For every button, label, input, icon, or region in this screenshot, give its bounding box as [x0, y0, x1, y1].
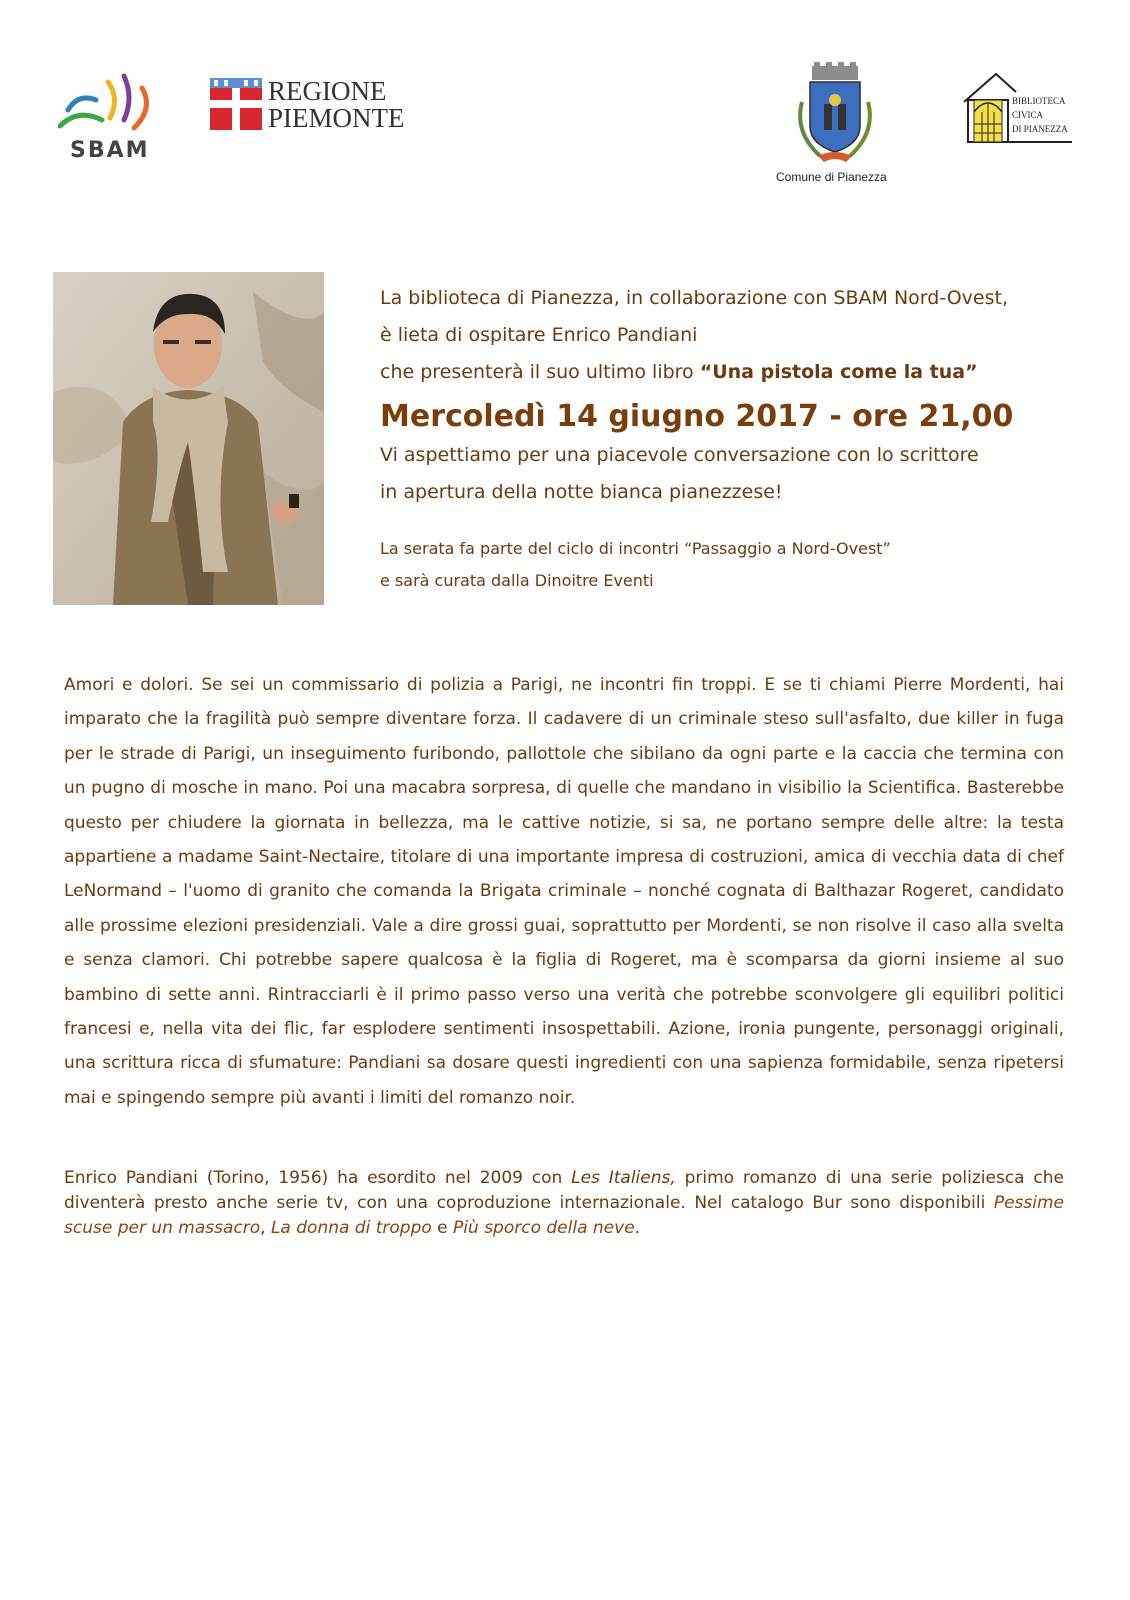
biblioteca-civica-logo	[962, 72, 1074, 147]
sbam-logo-text: SBAM	[70, 138, 150, 163]
author-photo	[53, 272, 324, 605]
event-date: Mercoledì 14 giugno 2017 - ore 21,00	[380, 399, 1014, 434]
bio-sep-2: e	[431, 1218, 454, 1238]
book-synopsis: Amori e dolori. Se sei un commissario di polizia a Parigi, ne incontri fin troppi. E se ti chiami Pierre Mordenti, hai imparato che la fragilità può sempre diventare forza. Il cadavere di un criminale steso sull'asfalto, due killer in fuga per le strade di Parigi, un inseguimento furibondo, pallottole che sibilano da ogni parte e la caccia che termina con un pugno di mosche in mano. Poi una macabra sorpresa, di quelle che mandano in visibilio la Scientifica. Basterebbe questo per chiudere la giornata in bellezza, ma le cattive notizie, si sa, ne portano sempre delle altre: la testa appartiene a madame Saint-Nectaire, titolare di una importante impresa di costruzioni, amica di vecchia data di chef LeNormand – l'uomo di granito che comanda la Brigata criminale – nonché cognata di Balthazar Rogeret, candidato alle prossime elezioni presidenziali. Vale a dire grossi guai, soprattutto per Mordenti, se non risolve il caso alla svelta e senza clamori. Chi potrebbe sapere qualcosa è la figlia di Rogeret, ma è scomparsa da giorni insieme al suo bambino di sette anni. Rintracciarli è il primo passo verso una verità che potrebbe sconvolgere gli equilibri politici francesi e, nella vita dei flic, far esplodere sentimenti insospettabili. Azione, ironia pungente, personaggi originali, una scrittura ricca di sfumature: Pandiani sa dosare questi ingredienti con una sapienza formidabile, senza ripetersi mai e spingendo sempre più avanti i limiti del romanzo noir.	[64, 675, 1064, 1108]
intro-line-3-prefix: che presenterà il suo ultimo libro	[380, 361, 700, 383]
note-line-2: e sarà curata dalla Dinoitre Eventi	[380, 571, 654, 590]
biblioteca-line1: BIBLIOTECA	[1012, 96, 1066, 106]
regione-piemonte-logo	[210, 76, 405, 134]
intro-line-1: La biblioteca di Pianezza, in collaborazione con SBAM Nord-Ovest,	[380, 287, 1008, 309]
coat-of-arms-icon	[780, 62, 890, 166]
author-portrait-image	[53, 272, 324, 605]
regione-line2: PIEMONTE	[268, 103, 405, 133]
bio-end: .	[634, 1218, 641, 1238]
biblioteca-line2: CIVICA	[1012, 110, 1043, 120]
event-intro	[380, 280, 1080, 597]
bio-title-pessime-scuse: Pessime scuse per un massacro	[64, 1193, 1064, 1238]
comune-caption: Comune di Pianezza	[776, 170, 887, 184]
bio-title-piu-sporco: Più sporco della neve	[453, 1218, 635, 1238]
invite-line-2: in apertura della notte bianca pianezzese!	[380, 481, 783, 503]
book-title: “Una pistola come la tua”	[699, 361, 978, 383]
bio-part-1: Enrico Pandiani (Torino, 1956) ha esordito nel 2009 con	[64, 1168, 572, 1188]
event-notes	[380, 533, 1080, 597]
intro-line-3	[380, 354, 1080, 391]
bio-sep-1: ,	[260, 1218, 271, 1238]
bio-part-2: primo romanzo di una serie poliziesca che diventerà presto anche serie tv, con una coproduzione internazionale. Nel catalogo Bur sono disponibili	[64, 1168, 1065, 1213]
invite-line-1: Vi aspettiamo per una piacevole conversazione con lo scrittore	[380, 444, 979, 466]
biblioteca-line3: DI PIANEZZA	[1012, 124, 1068, 134]
regione-flag-icon	[210, 78, 262, 130]
biblioteca-text	[1012, 94, 1068, 136]
comune-stemma	[776, 62, 890, 192]
bio-title-donna-di-troppo: La donna di troppo	[270, 1218, 432, 1238]
bio-title-les-italiens: Les Italiens,	[571, 1168, 676, 1188]
sbam-logo-graphic	[58, 68, 168, 138]
note-line-1: La serata fa parte del ciclo di incontri “Passaggio a Nord-Ovest”	[380, 539, 891, 558]
intro-line-2: è lieta di ospitare Enrico Pandiani	[380, 324, 698, 346]
sbam-logo	[58, 68, 168, 168]
regione-line1: REGIONE	[268, 76, 387, 106]
regione-text	[268, 78, 405, 132]
author-bio	[64, 1166, 1064, 1241]
